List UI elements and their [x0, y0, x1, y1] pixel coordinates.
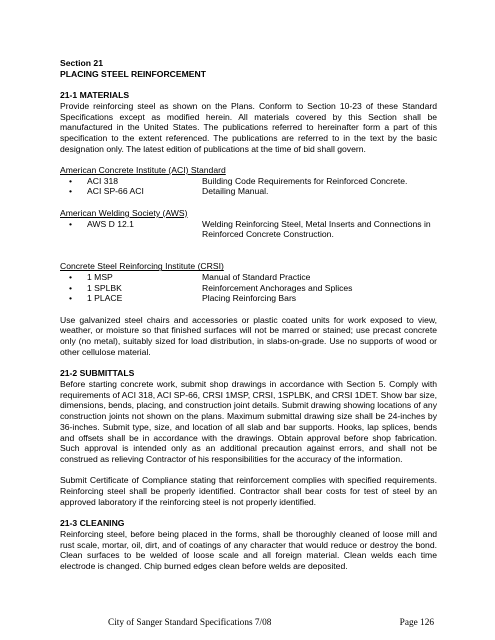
list-item: • ACI SP-66 ACI Detailing Manual.	[60, 186, 437, 197]
standard-org-aws: American Welding Society (AWS)	[60, 207, 188, 218]
bullet-icon: •	[69, 175, 73, 186]
aci-list	[60, 176, 437, 197]
materials-closing: Use galvanized steel chairs and accessories or plastic coated units for work exposed to view, weather, or moisture so that finished surfaces will not be marred or stained; use precast concrete only (no metal), suitably sized for load distribution, in slabs-on-grade. Use no supports of wood or other cellulose material.	[60, 314, 437, 357]
bullet-icon: •	[69, 271, 73, 282]
bullet-icon: •	[69, 282, 73, 293]
cleaning-heading: 21-3 CLEANING	[60, 518, 125, 529]
list-item: • 1 MSP Manual of Standard Practice	[60, 272, 437, 283]
bullet-icon: •	[69, 218, 73, 229]
section-number: Section 21	[60, 58, 103, 68]
footer-page-number: Page 126	[399, 618, 434, 628]
list-item: • ACI 318 Building Code Requirements for Reinforced Concrete.	[60, 176, 437, 187]
document-page	[60, 58, 437, 572]
submittals-heading: 21-2 SUBMITTALS	[60, 368, 135, 379]
standard-org-aci: American Concrete Institute (ACI) Standard	[60, 165, 226, 175]
materials-intro: Provide reinforcing steel as shown on the Plans. Conform to Section 10-23 of these Standard Specifications except as modified herein. All materials covered by this Section shall be manufactured in the United States. The publications referred to hereinafter form a part of this specification to the extent referenced. The publications are referred to in the text by the basic designation only. The latest edition of publications at the time of bid shall govern.	[60, 100, 437, 154]
submittals-paragraph-1: Before starting concrete work, submit shop drawings in accordance with Section 5. Comply with requirements of ACI 318, ACI SP-66, CRSI 1MSP, CRSI, 1SPLBK, and CRSI 1DET. Show bar size, dimensions, bends, placing, and construction joint details. Submit drawing showing locations of any construction joints not shown on the plans. Maximum submittal drawing size shall be 24-inches by 36-inches. Submit type, size, and location of all slab and bar supports. Hooks, lap splices, bends and offsets shall be in accordance with the drawings. Obtain approval before shop fabrication. Such approval is intended only as an additional precaution against errors, and shall not be construed as relieving Contractor of his responsibilities for the accuracy of the information.	[60, 378, 437, 464]
cleaning-paragraph: Reinforcing steel, before being placed in the forms, shall be thoroughly cleaned of loose mill and rust scale, mortar, oil, dirt, and of coatings of any character that would reduce or destroy the bond. Clean surfaces to be welded of loose scale and all foreign material. Clean welds each time electrode is changed. Chip burned edges clean before welds are deposited.	[60, 528, 437, 571]
bullet-icon: •	[69, 186, 73, 197]
list-item: • 1 SPLBK Reinforcement Anchorages and Splices	[60, 283, 437, 294]
list-item: • 1 PLACE Placing Reinforcing Bars	[60, 293, 437, 304]
bullet-icon: •	[69, 293, 73, 304]
list-item: • AWS D 12.1 Welding Reinforcing Steel, Metal Inserts and Connections in Reinforced Concrete Construction.	[60, 219, 437, 240]
materials-heading: 21-1 MATERIALS	[60, 90, 130, 101]
footer-document-title: City of Sanger Standard Specifications 7/08	[108, 618, 272, 628]
standard-org-crsi: Concrete Steel Reinforcing Institute (CRSI)	[60, 261, 224, 272]
crsi-list	[60, 272, 437, 304]
page-footer	[108, 618, 434, 628]
submittals-paragraph-2: Submit Certificate of Compliance stating that reinforcement complies with specified requirements. Reinforcing steel shall be properly identified. Contractor shall bear costs for test of steel by an approved laboratory if the reinforcing steel is not properly identified.	[60, 475, 437, 507]
aws-list	[60, 219, 437, 240]
section-title: PLACING STEEL REINFORCEMENT	[60, 68, 206, 79]
